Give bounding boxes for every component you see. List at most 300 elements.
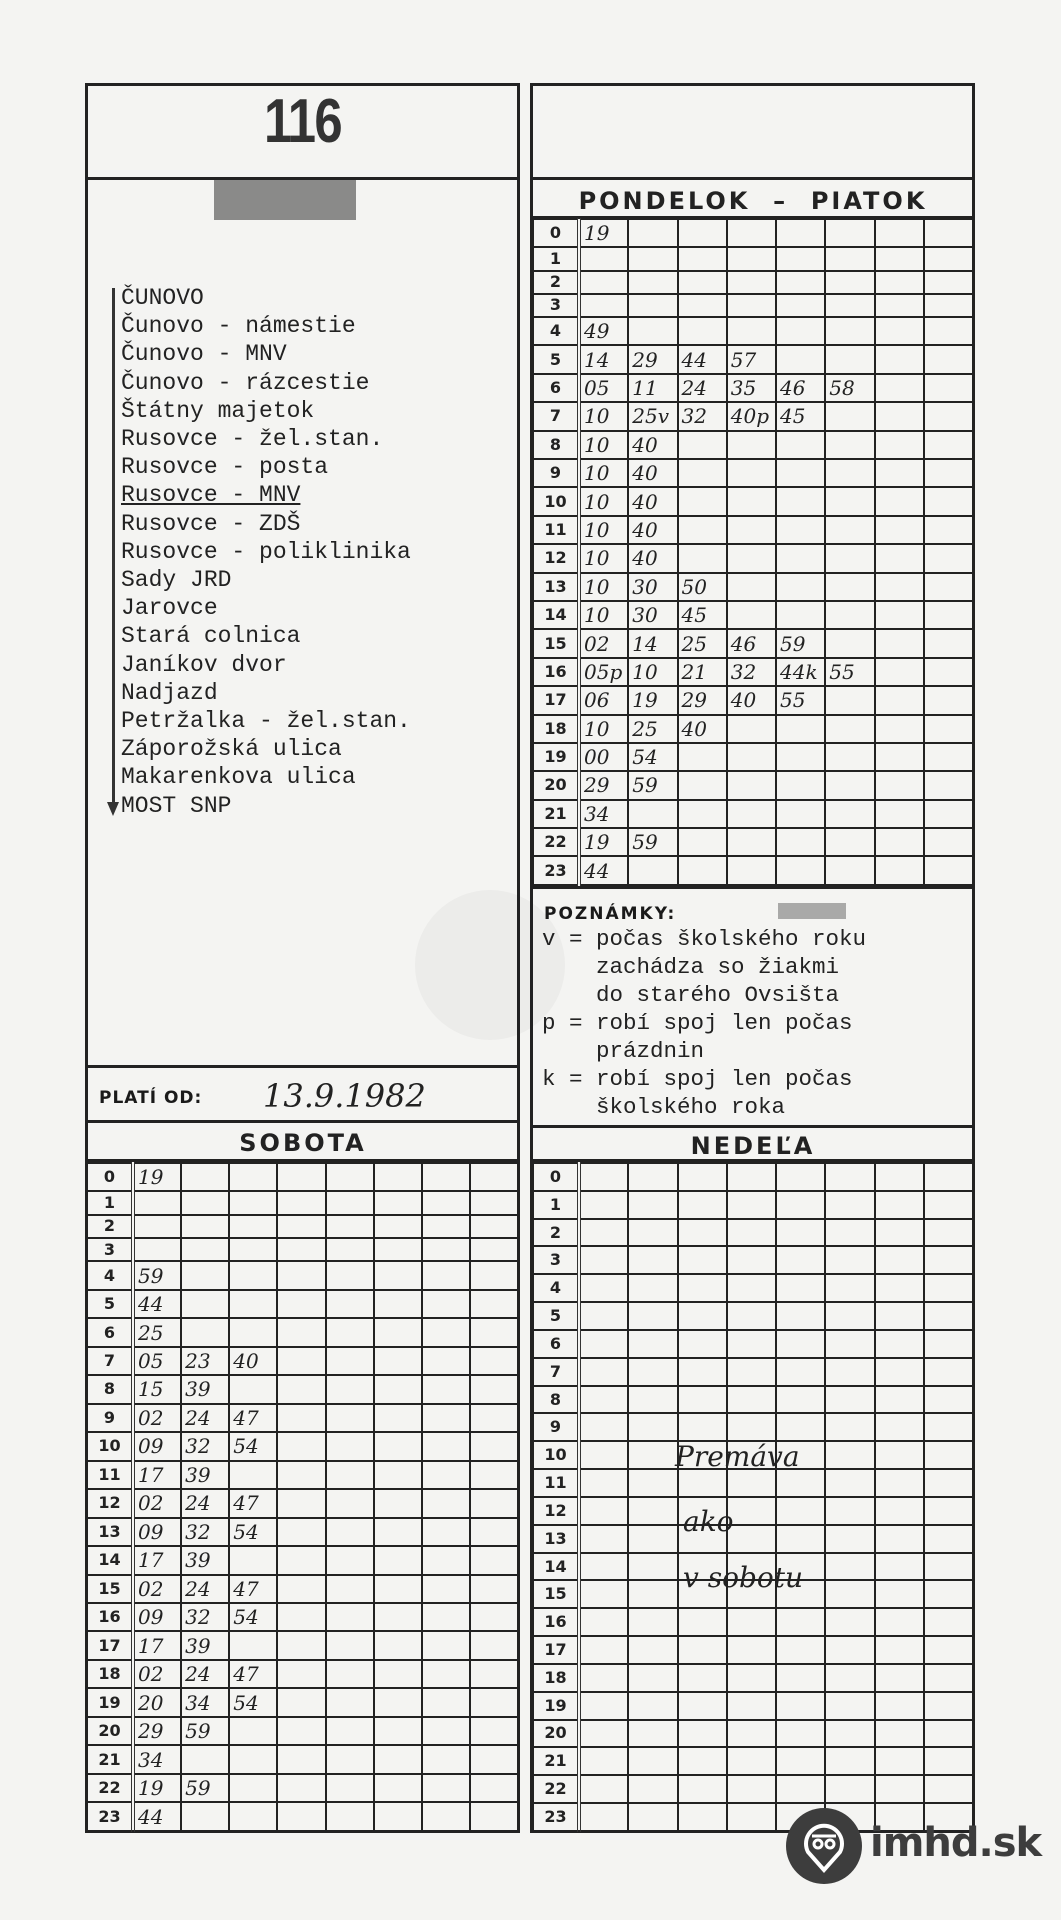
empty-cell	[678, 743, 727, 771]
empty-cell	[875, 828, 924, 856]
empty-cell	[727, 431, 776, 459]
departure-minute: 32	[727, 658, 776, 686]
timetable-row	[533, 1497, 973, 1525]
departure-minute: 14	[579, 345, 628, 373]
empty-cell	[326, 1191, 374, 1214]
departure-minute: 10	[579, 459, 628, 487]
empty-cell	[374, 1261, 422, 1289]
departure-minute: 58	[825, 374, 874, 402]
empty-cell	[727, 516, 776, 544]
empty-cell	[277, 1238, 325, 1261]
empty-cell	[776, 1386, 825, 1414]
empty-cell	[678, 219, 727, 247]
hour-label: 5	[533, 345, 579, 373]
timetable-row	[533, 1246, 973, 1274]
timetable-row	[533, 828, 973, 856]
empty-cell	[628, 1246, 677, 1274]
empty-cell	[875, 1664, 924, 1692]
empty-cell	[825, 1636, 874, 1664]
timetable-row	[533, 1636, 973, 1664]
empty-cell	[470, 1546, 518, 1574]
timetable-row	[533, 771, 973, 799]
empty-cell	[776, 219, 825, 247]
empty-cell	[875, 1246, 924, 1274]
timetable-row	[533, 1358, 973, 1386]
empty-cell	[422, 1745, 470, 1773]
hour-label: 4	[533, 317, 579, 345]
empty-cell	[374, 1432, 422, 1460]
departure-minute: 17	[133, 1631, 181, 1659]
empty-cell	[628, 800, 677, 828]
empty-cell	[825, 1413, 874, 1441]
hour-label: 18	[87, 1660, 133, 1688]
empty-cell	[776, 1497, 825, 1525]
empty-cell	[875, 402, 924, 430]
empty-cell	[924, 1358, 973, 1386]
empty-cell	[924, 743, 973, 771]
empty-cell	[579, 1358, 628, 1386]
empty-cell	[776, 1413, 825, 1441]
empty-cell	[727, 715, 776, 743]
timetable-row	[533, 1163, 973, 1191]
note-item: p = robí spoj len počas prázdnin	[542, 1010, 853, 1064]
empty-cell	[579, 1386, 628, 1414]
route-stop: MOST SNP	[121, 792, 232, 819]
empty-cell	[277, 1518, 325, 1546]
departure-minute: 40	[628, 487, 677, 515]
empty-cell	[727, 601, 776, 629]
empty-cell	[825, 431, 874, 459]
hour-label: 17	[87, 1631, 133, 1659]
empty-cell	[229, 1163, 277, 1191]
timetable-row	[87, 1660, 518, 1688]
empty-cell	[326, 1432, 374, 1460]
empty-cell	[277, 1191, 325, 1214]
timetable-row	[533, 1747, 973, 1775]
empty-cell	[422, 1191, 470, 1214]
timetable-row	[87, 1215, 518, 1238]
empty-cell	[875, 1386, 924, 1414]
departure-minute: 32	[181, 1603, 229, 1631]
departure-minute: 24	[181, 1489, 229, 1517]
hour-label: 21	[87, 1745, 133, 1773]
empty-cell	[579, 1608, 628, 1636]
route-stop: Rusovce - poliklinika	[121, 538, 411, 565]
empty-cell	[133, 1215, 181, 1238]
valid-from-label: PLATÍ OD:	[99, 1088, 203, 1108]
hour-label: 23	[533, 856, 579, 885]
empty-cell	[277, 1546, 325, 1574]
empty-cell	[727, 1525, 776, 1553]
empty-cell	[924, 1330, 973, 1358]
empty-cell	[628, 317, 677, 345]
departure-minute: 17	[133, 1461, 181, 1489]
empty-cell	[181, 1238, 229, 1261]
empty-cell	[277, 1318, 325, 1346]
empty-cell	[678, 1302, 727, 1330]
empty-cell	[825, 1497, 874, 1525]
empty-cell	[825, 1664, 874, 1692]
timetable-row	[533, 715, 973, 743]
empty-cell	[875, 658, 924, 686]
hour-label: 16	[533, 1608, 579, 1636]
empty-cell	[678, 317, 727, 345]
empty-cell	[229, 1215, 277, 1238]
hour-label: 22	[533, 1775, 579, 1803]
timetable-row	[533, 800, 973, 828]
empty-cell	[277, 1261, 325, 1289]
departure-minute: 24	[678, 374, 727, 402]
empty-cell	[875, 1775, 924, 1803]
empty-cell	[924, 686, 973, 714]
notes-list	[542, 925, 866, 1121]
departure-minute: 50	[678, 573, 727, 601]
timetable-row	[533, 271, 973, 294]
empty-cell	[628, 1608, 677, 1636]
empty-cell	[727, 1302, 776, 1330]
empty-cell	[422, 1802, 470, 1831]
hour-label: 12	[87, 1489, 133, 1517]
empty-cell	[628, 1720, 677, 1748]
empty-cell	[924, 1608, 973, 1636]
empty-cell	[628, 1274, 677, 1302]
empty-cell	[825, 1274, 874, 1302]
empty-cell	[277, 1660, 325, 1688]
timetable-row	[533, 856, 973, 885]
departure-minute: 11	[628, 374, 677, 402]
empty-cell	[875, 629, 924, 657]
empty-cell	[924, 828, 973, 856]
route-stop: Petržalka - žel.stan.	[121, 708, 411, 735]
empty-cell	[727, 1469, 776, 1497]
departure-minute: 09	[133, 1518, 181, 1546]
empty-cell	[924, 294, 973, 317]
timetable-row	[87, 1774, 518, 1802]
empty-cell	[470, 1461, 518, 1489]
empty-cell	[924, 1580, 973, 1608]
empty-cell	[374, 1660, 422, 1688]
hour-label: 12	[533, 544, 579, 572]
hour-label: 11	[533, 516, 579, 544]
line-number: 116	[263, 87, 342, 156]
empty-cell	[875, 1413, 924, 1441]
empty-cell	[422, 1318, 470, 1346]
empty-cell	[825, 1553, 874, 1581]
empty-cell	[579, 294, 628, 317]
empty-cell	[579, 1664, 628, 1692]
departure-minute: 45	[776, 402, 825, 430]
timetable-row	[533, 544, 973, 572]
empty-cell	[326, 1802, 374, 1831]
departure-minute: 46	[727, 629, 776, 657]
empty-cell	[727, 1664, 776, 1692]
empty-cell	[875, 374, 924, 402]
empty-cell	[374, 1774, 422, 1802]
departure-minute: 34	[133, 1745, 181, 1773]
empty-cell	[825, 1219, 874, 1247]
empty-cell	[579, 1163, 628, 1191]
empty-cell	[628, 1553, 677, 1581]
empty-cell	[825, 1330, 874, 1358]
empty-cell	[326, 1347, 374, 1375]
empty-cell	[326, 1546, 374, 1574]
departure-minute: 54	[628, 743, 677, 771]
empty-cell	[875, 459, 924, 487]
empty-cell	[277, 1163, 325, 1191]
empty-cell	[277, 1404, 325, 1432]
hour-label: 1	[533, 247, 579, 270]
empty-cell	[628, 247, 677, 270]
departure-minute: 19	[579, 219, 628, 247]
timetable-row	[533, 294, 973, 317]
empty-cell	[924, 1219, 973, 1247]
empty-cell	[628, 1358, 677, 1386]
empty-cell	[924, 601, 973, 629]
hour-label: 19	[87, 1688, 133, 1716]
empty-cell	[229, 1745, 277, 1773]
hour-label: 23	[533, 1803, 579, 1831]
empty-cell	[678, 771, 727, 799]
empty-cell	[277, 1347, 325, 1375]
route-stop: Janíkov dvor	[121, 651, 287, 678]
departure-minute: 06	[579, 686, 628, 714]
empty-cell	[924, 1525, 973, 1553]
timetable-row	[533, 317, 973, 345]
empty-cell	[579, 1720, 628, 1748]
hour-label: 1	[533, 1191, 579, 1219]
departure-minute: 30	[628, 601, 677, 629]
redacted-stamp	[214, 180, 356, 220]
empty-cell	[875, 271, 924, 294]
timetable-row	[533, 629, 973, 657]
empty-cell	[825, 715, 874, 743]
empty-cell	[776, 1525, 825, 1553]
departure-minute: 40	[678, 715, 727, 743]
empty-cell	[776, 828, 825, 856]
empty-cell	[825, 1191, 874, 1219]
departure-minute: 25	[133, 1318, 181, 1346]
empty-cell	[924, 1775, 973, 1803]
empty-cell	[678, 1274, 727, 1302]
hour-label: 10	[533, 1441, 579, 1469]
departure-minute: 44	[133, 1802, 181, 1831]
empty-cell	[875, 1497, 924, 1525]
departure-minute: 40	[229, 1347, 277, 1375]
empty-cell	[181, 1191, 229, 1214]
empty-cell	[924, 1720, 973, 1748]
empty-cell	[470, 1660, 518, 1688]
route-stop: Stará colnica	[121, 623, 301, 650]
empty-cell	[924, 271, 973, 294]
empty-cell	[727, 1413, 776, 1441]
empty-cell	[825, 1386, 874, 1414]
departure-minute: 29	[628, 345, 677, 373]
empty-cell	[727, 247, 776, 270]
empty-cell	[875, 1720, 924, 1748]
empty-cell	[678, 1720, 727, 1748]
empty-cell	[924, 1191, 973, 1219]
empty-cell	[727, 1636, 776, 1664]
empty-cell	[776, 294, 825, 317]
empty-cell	[277, 1461, 325, 1489]
empty-cell	[727, 1358, 776, 1386]
empty-cell	[825, 544, 874, 572]
sunday-title: NEDEĽA	[533, 1125, 973, 1162]
route-stop: Čunovo - rázcestie	[121, 369, 370, 396]
empty-cell	[579, 1413, 628, 1441]
empty-cell	[579, 1497, 628, 1525]
empty-cell	[678, 1692, 727, 1720]
empty-cell	[422, 1290, 470, 1318]
empty-cell	[727, 828, 776, 856]
empty-cell	[678, 1775, 727, 1803]
empty-cell	[924, 219, 973, 247]
empty-cell	[776, 573, 825, 601]
empty-cell	[470, 1290, 518, 1318]
empty-cell	[875, 1469, 924, 1497]
empty-cell	[579, 271, 628, 294]
empty-cell	[825, 294, 874, 317]
hour-label: 21	[533, 800, 579, 828]
timetable-row	[87, 1489, 518, 1517]
hour-label: 16	[533, 658, 579, 686]
timetable-row	[533, 1692, 973, 1720]
departure-minute: 40	[628, 544, 677, 572]
empty-cell	[678, 1330, 727, 1358]
empty-cell	[825, 828, 874, 856]
timetable-row	[87, 1631, 518, 1659]
empty-cell	[181, 1318, 229, 1346]
empty-cell	[727, 1608, 776, 1636]
empty-cell	[924, 1441, 973, 1469]
timetable-row	[87, 1191, 518, 1214]
empty-cell	[422, 1238, 470, 1261]
route-stop: Štátny majetok	[121, 397, 315, 424]
empty-cell	[374, 1745, 422, 1773]
route-stop: Jarovce	[121, 595, 218, 622]
empty-cell	[678, 1219, 727, 1247]
empty-cell	[875, 771, 924, 799]
departure-minute: 57	[727, 345, 776, 373]
empty-cell	[422, 1603, 470, 1631]
empty-cell	[579, 1692, 628, 1720]
empty-cell	[825, 219, 874, 247]
departure-minute: 54	[229, 1518, 277, 1546]
empty-cell	[374, 1318, 422, 1346]
empty-cell	[875, 1525, 924, 1553]
empty-cell	[825, 771, 874, 799]
empty-cell	[776, 1191, 825, 1219]
departure-minute: 24	[181, 1575, 229, 1603]
empty-cell	[678, 294, 727, 317]
empty-cell	[924, 487, 973, 515]
empty-cell	[875, 573, 924, 601]
empty-cell	[727, 1497, 776, 1525]
empty-cell	[924, 1302, 973, 1330]
empty-cell	[628, 1191, 677, 1219]
departure-minute: 19	[133, 1163, 181, 1191]
empty-cell	[875, 544, 924, 572]
empty-cell	[422, 1518, 470, 1546]
departure-minute: 40	[628, 459, 677, 487]
empty-cell	[875, 1358, 924, 1386]
departure-minute: 15	[133, 1375, 181, 1403]
empty-cell	[875, 1163, 924, 1191]
imhd-logo-text[interactable]: imhd.sk	[870, 1820, 1042, 1866]
empty-cell	[678, 1608, 727, 1636]
empty-cell	[628, 856, 677, 885]
empty-cell	[727, 1386, 776, 1414]
empty-cell	[727, 294, 776, 317]
departure-minute: 10	[579, 601, 628, 629]
departure-minute: 05	[133, 1347, 181, 1375]
empty-cell	[628, 1525, 677, 1553]
empty-cell	[326, 1575, 374, 1603]
empty-cell	[776, 431, 825, 459]
empty-cell	[776, 1720, 825, 1748]
timetable-row	[87, 1518, 518, 1546]
empty-cell	[678, 1386, 727, 1414]
hour-label: 8	[533, 431, 579, 459]
hour-label: 9	[533, 1413, 579, 1441]
weekday-title: PONDELOK – PIATOK	[533, 183, 973, 219]
empty-cell	[326, 1518, 374, 1546]
hour-label: 8	[533, 1386, 579, 1414]
empty-cell	[727, 1330, 776, 1358]
imhd-logo[interactable]	[786, 1808, 862, 1884]
hour-label: 0	[87, 1163, 133, 1191]
timetable-row	[533, 431, 973, 459]
empty-cell	[727, 856, 776, 885]
hour-label: 13	[533, 1525, 579, 1553]
valid-from-row	[85, 1065, 520, 1123]
empty-cell	[776, 856, 825, 885]
empty-cell	[628, 1386, 677, 1414]
departure-minute: 44	[133, 1290, 181, 1318]
timetable-row	[533, 1219, 973, 1247]
redacted-stamp	[778, 903, 846, 919]
timetable-row	[533, 1525, 973, 1553]
empty-cell	[825, 1775, 874, 1803]
empty-cell	[422, 1432, 470, 1460]
timetable-row	[87, 1163, 518, 1191]
empty-cell	[470, 1603, 518, 1631]
empty-cell	[776, 317, 825, 345]
empty-cell	[628, 219, 677, 247]
empty-cell	[181, 1802, 229, 1831]
empty-cell	[825, 345, 874, 373]
departure-minute: 25	[628, 715, 677, 743]
empty-cell	[825, 1163, 874, 1191]
empty-cell	[422, 1375, 470, 1403]
empty-cell	[875, 1608, 924, 1636]
timetable-row	[87, 1461, 518, 1489]
hour-label: 14	[87, 1546, 133, 1574]
route-direction-arrow	[112, 288, 115, 808]
empty-cell	[924, 317, 973, 345]
route-stop: Čunovo - MNV	[121, 341, 287, 368]
hour-label: 20	[87, 1717, 133, 1745]
timetable-row	[533, 1413, 973, 1441]
departure-minute: 40	[727, 686, 776, 714]
empty-cell	[579, 1191, 628, 1219]
empty-cell	[277, 1631, 325, 1659]
empty-cell	[678, 828, 727, 856]
empty-cell	[776, 1775, 825, 1803]
empty-cell	[628, 1775, 677, 1803]
empty-cell	[924, 1246, 973, 1274]
empty-cell	[875, 1580, 924, 1608]
